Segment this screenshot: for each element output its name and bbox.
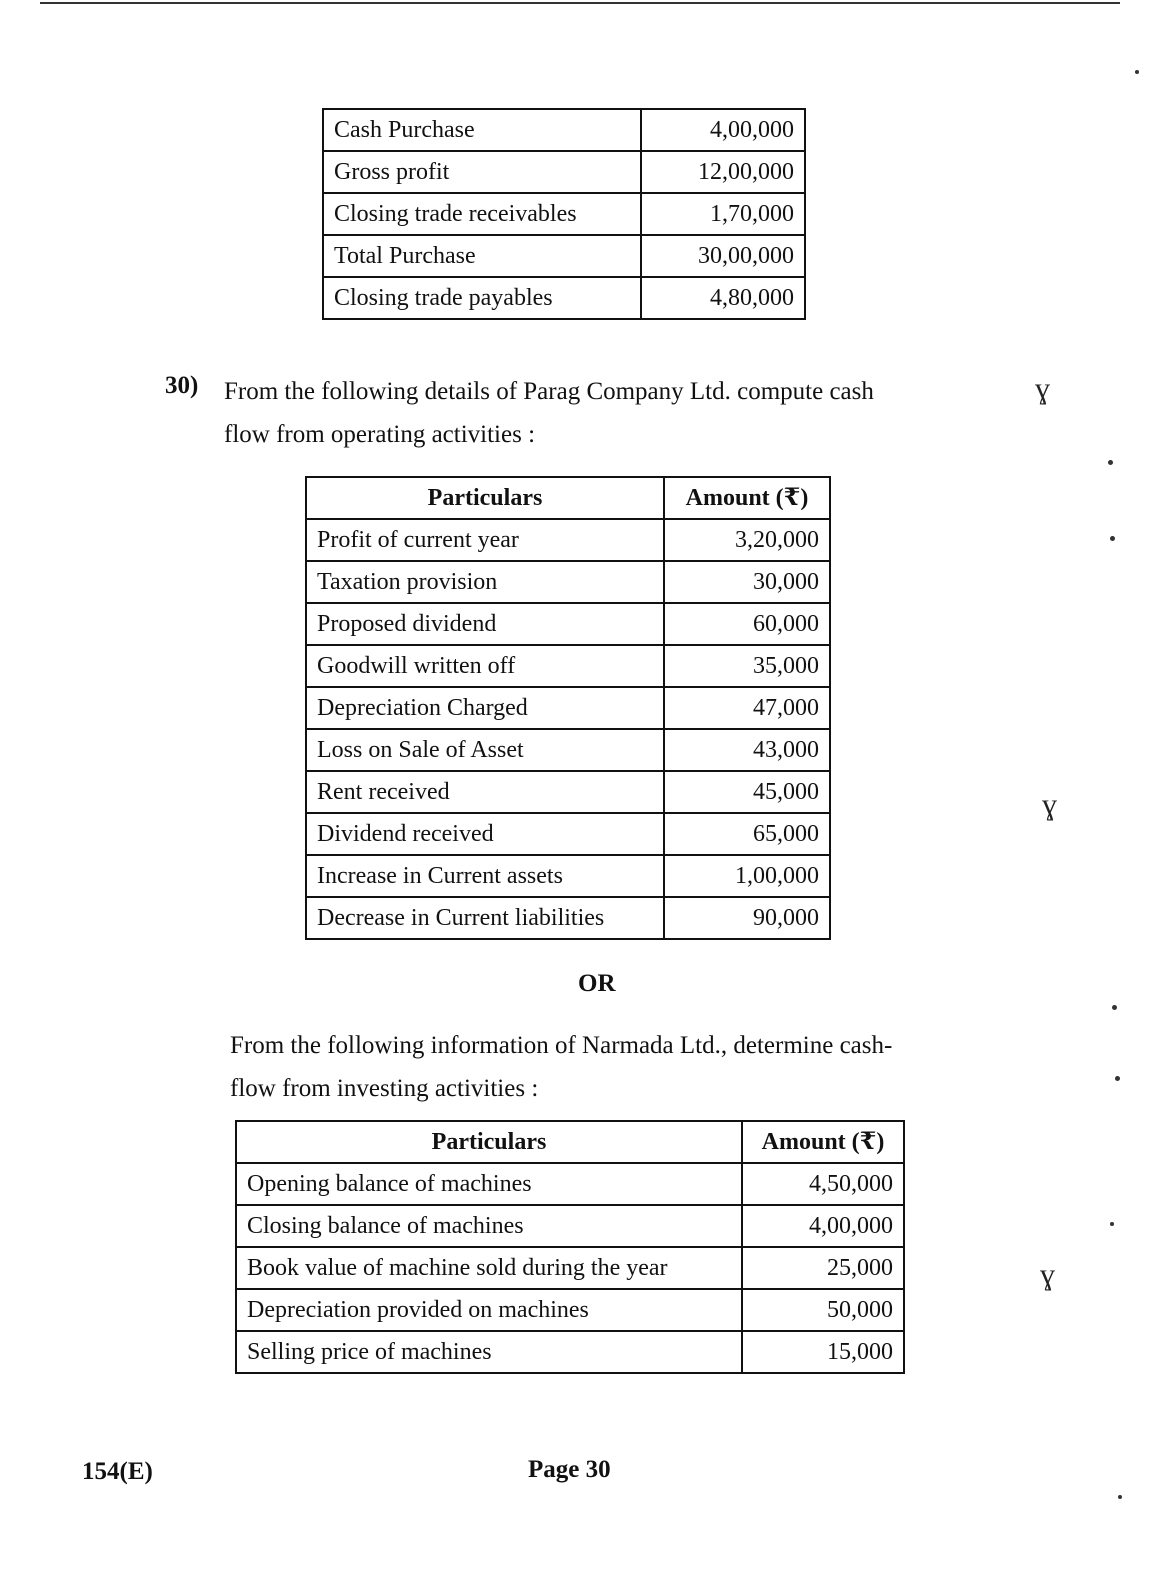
table-row [323,109,805,151]
top-border-line [40,2,1120,4]
row-amount: 15,000 [742,1331,904,1373]
row-label: Book value of machine sold during the year [236,1247,742,1289]
row-label: Depreciation provided on machines [236,1289,742,1331]
row-amount: 90,000 [664,897,830,939]
row-label: Closing trade payables [323,277,641,319]
row-label: Profit of current year [306,519,664,561]
alternative-question-text: From the following information of Narmada Ltd., determine cash-flow from investing activities : [230,1032,893,1102]
scan-speck [1115,1076,1120,1081]
table-row [323,235,805,277]
scan-speck [1112,1005,1117,1010]
row-amount: 1,70,000 [641,193,805,235]
row-amount: 47,000 [664,687,830,729]
scan-mark: ɣ [1042,788,1057,821]
table-row [306,687,830,729]
investing-activities-table [235,1120,905,1374]
row-amount: 1,00,000 [664,855,830,897]
table-row [306,771,830,813]
row-label: Dividend received [306,813,664,855]
row-label: Decrease in Current liabilities [306,897,664,939]
scan-mark: ɣ [1035,372,1050,405]
row-label: Closing trade receivables [323,193,641,235]
scan-speck [1108,460,1113,465]
scan-speck [1110,1222,1114,1226]
row-amount: 50,000 [742,1289,904,1331]
scan-speck [1135,70,1139,74]
table-row [306,645,830,687]
row-amount: 45,000 [664,771,830,813]
row-label: Goodwill written off [306,645,664,687]
row-amount: 60,000 [664,603,830,645]
row-label: Total Purchase [323,235,641,277]
row-amount: 35,000 [664,645,830,687]
table-row [306,561,830,603]
row-amount: 12,00,000 [641,151,805,193]
row-label: Opening balance of machines [236,1163,742,1205]
table-row [306,519,830,561]
row-amount: 25,000 [742,1247,904,1289]
table-row [323,151,805,193]
operating-activities-table [305,476,831,940]
table-row [236,1163,904,1205]
row-label: Depreciation Charged [306,687,664,729]
question-text: From the following details of Parag Company Ltd. compute cash flow from operating activities : [224,378,874,448]
header-particulars: Particulars [306,477,664,519]
row-amount: 3,20,000 [664,519,830,561]
question-number: 30) [165,372,199,399]
row-label: Gross profit [323,151,641,193]
table-row [323,193,805,235]
table-row [306,855,830,897]
scan-speck [1118,1495,1122,1499]
row-label: Loss on Sale of Asset [306,729,664,771]
paper-code: 154(E) [82,1458,153,1485]
row-label: Closing balance of machines [236,1205,742,1247]
scan-speck [1110,536,1115,541]
table-row [236,1331,904,1373]
table-row [306,897,830,939]
row-amount: 4,00,000 [742,1205,904,1247]
header-amount: Amount (₹) [664,477,830,519]
table-header-row [306,477,830,519]
row-amount: 30,000 [664,561,830,603]
row-amount: 4,00,000 [641,109,805,151]
row-label: Selling price of machines [236,1331,742,1373]
row-label: Proposed dividend [306,603,664,645]
table-row [306,729,830,771]
header-amount: Amount (₹) [742,1121,904,1163]
row-label: Cash Purchase [323,109,641,151]
table-row [306,813,830,855]
scan-mark: ɣ [1040,1258,1055,1291]
row-amount: 30,00,000 [641,235,805,277]
row-label: Rent received [306,771,664,813]
header-particulars: Particulars [236,1121,742,1163]
page-number: Page 30 [528,1456,611,1483]
row-amount: 4,50,000 [742,1163,904,1205]
or-separator: OR [578,970,616,997]
table-row [236,1289,904,1331]
table-header-row [236,1121,904,1163]
table-row [236,1247,904,1289]
table-row [306,603,830,645]
trading-details-table [322,108,806,320]
table-row [323,277,805,319]
row-amount: 4,80,000 [641,277,805,319]
row-label: Increase in Current assets [306,855,664,897]
table-row [236,1205,904,1247]
row-label: Taxation provision [306,561,664,603]
row-amount: 43,000 [664,729,830,771]
row-amount: 65,000 [664,813,830,855]
